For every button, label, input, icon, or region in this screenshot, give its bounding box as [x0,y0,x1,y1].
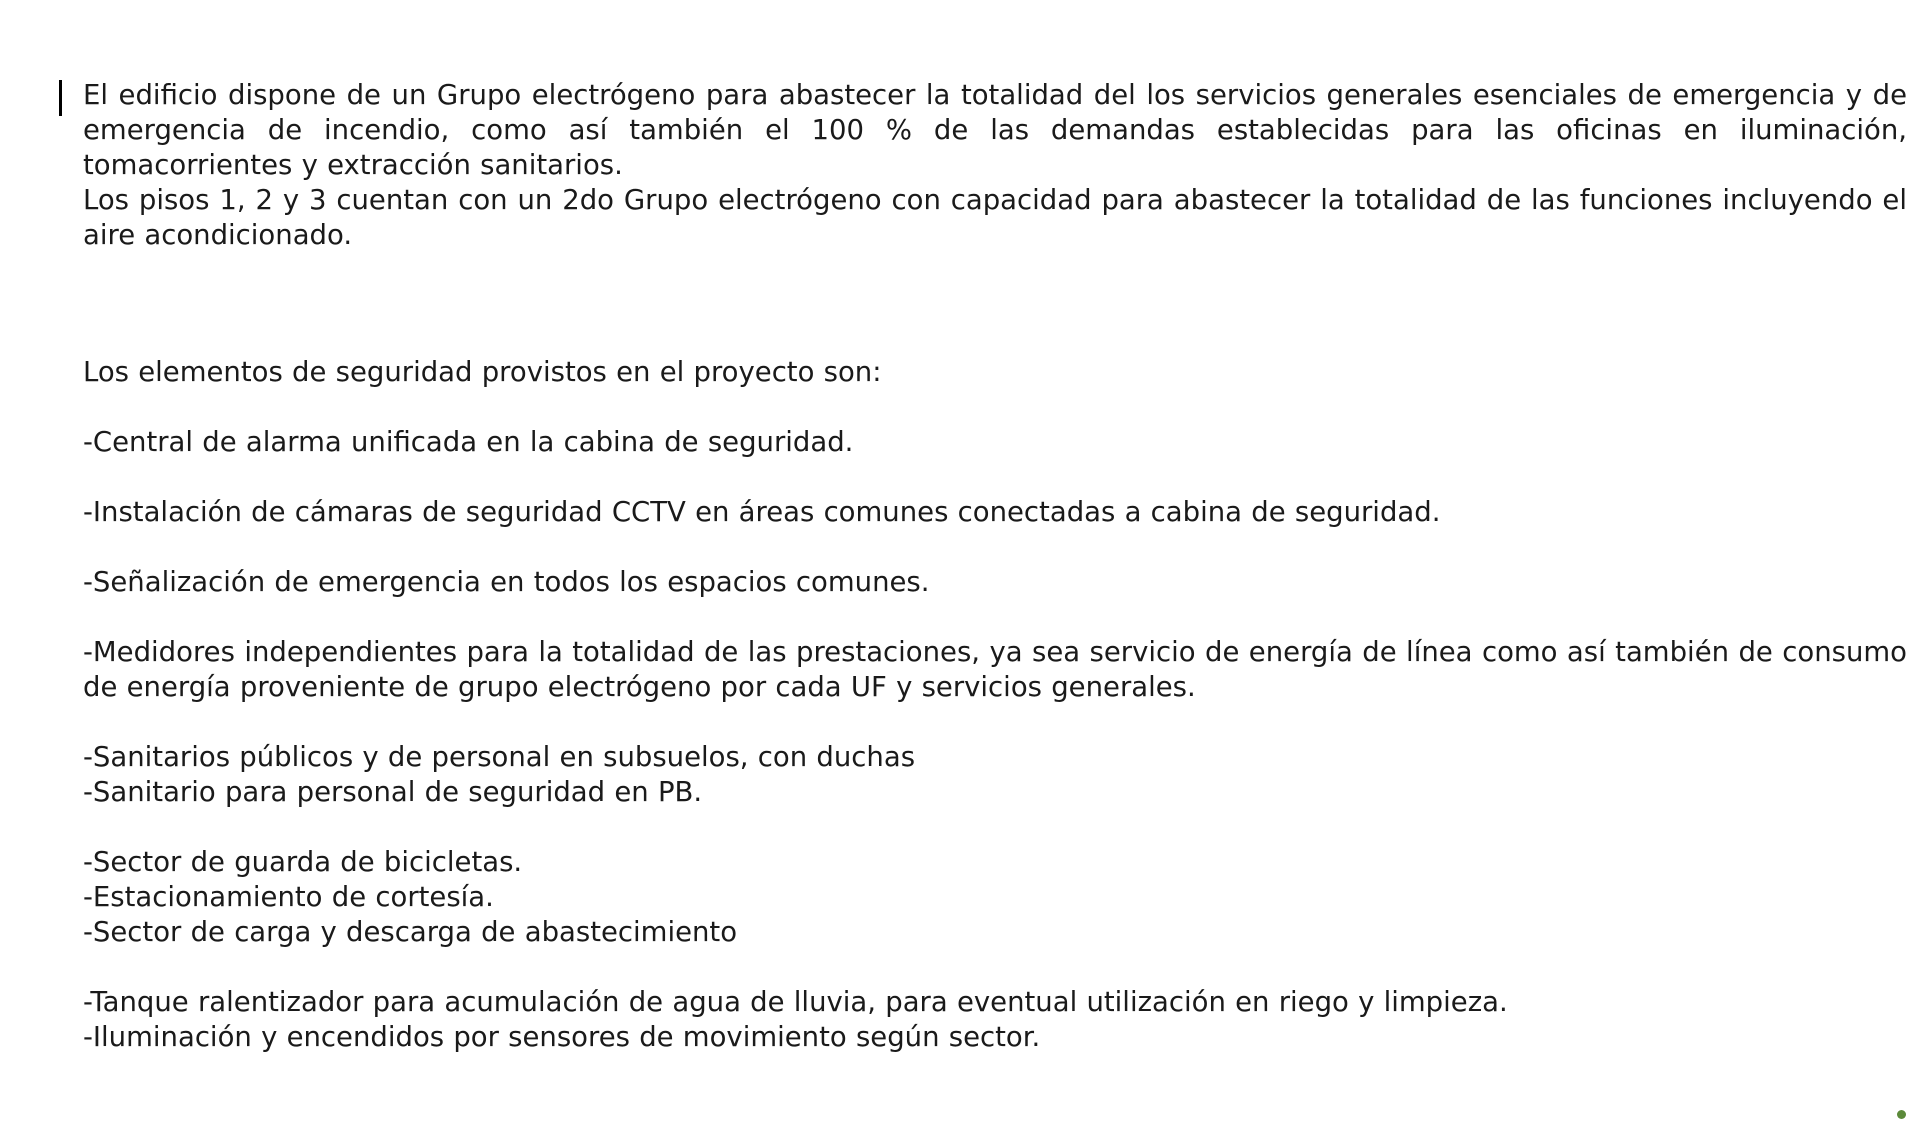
item-loading: -Sector de carga y descarga de abastecimiento [83,916,738,948]
item-tank: -Tanque ralentizador para acumulación de agua de lluvia, para eventual utilización en riego y limpieza. [83,986,1508,1018]
intro-paragraph [83,78,1907,183]
intro-text-end: para abastecer la totalidad del los servicios generales esenciales de emergencia y de emergencia de incendio, como así también el 100 % de las demandas establecidas para las oficinas en iluminación, tomacorrientes y extracción sanitarios. [83,79,1907,181]
intro-text-start: El edificio dispone de un Grupo electrógeno [83,79,706,111]
item-restroom-security: -Sanitario para personal de seguridad en PB. [83,776,703,808]
text-cursor [59,80,62,116]
blank-line [83,810,1907,845]
list-heading: Los elementos de seguridad provistos en el proyecto son: [83,356,882,388]
item-cctv: -Instalación de cámaras de seguridad CCTV en áreas comunes conectadas a cabina de seguridad. [83,496,1441,528]
item-alarm: -Central de alarma unificada en la cabina de seguridad. [83,426,854,458]
blank-space [83,253,1907,355]
blank-line [83,460,1907,495]
item-restrooms-public: -Sanitarios públicos y de personal en subsuelos, con duchas [83,741,916,773]
document-body[interactable] [83,78,1907,1055]
item-lighting: -Iluminación y encendidos por sensores de movimiento según sector. [83,1021,1041,1053]
item-courtesy-parking: -Estacionamiento de cortesía. [83,881,494,913]
blank-line [83,600,1907,635]
item-signage: -Señalización de emergencia en todos los espacios comunes. [83,566,930,598]
blank-line [83,530,1907,565]
blank-line [83,950,1907,985]
generator-paragraph: Los pisos 1, 2 y 3 cuentan con un 2do Grupo electrógeno con capacidad para abastecer la totalidad de las funciones incluyendo el aire acondicionado. [83,184,1907,251]
item-bicycles: -Sector de guarda de bicicletas. [83,846,523,878]
blank-line [83,705,1907,740]
item-meters: -Medidores independientes para la totalidad de las prestaciones, ya sea servicio de energía de línea como así también de consumo de energía proveniente de grupo electrógeno por cada UF y servicios generales. [83,636,1907,703]
status-dot-icon [1897,1110,1906,1119]
blank-line [83,390,1907,425]
